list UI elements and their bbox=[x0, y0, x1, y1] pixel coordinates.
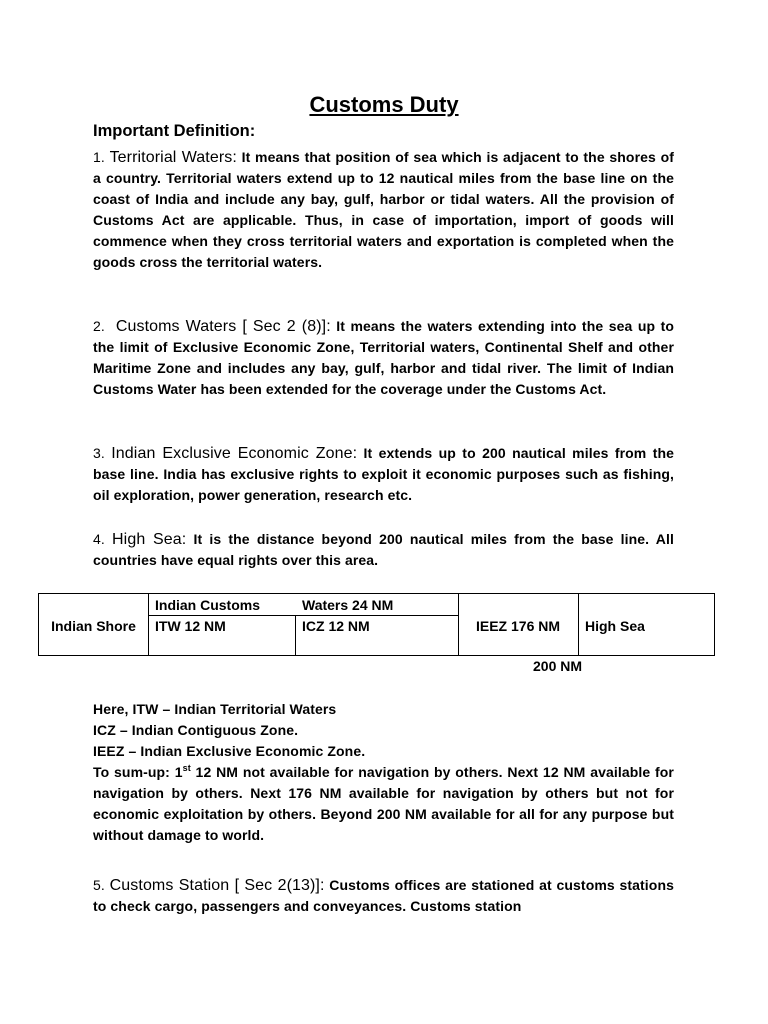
section-body: It means that position of sea which is adjacent to the shores of a country. Territorial waters extend up to 12 nautical miles from the base line on the coast of India and include any bay, gulf, harbor or tidal waters. All the provision of Customs Act are applicable. Thus, in case of importation, import of goods will commence when they cross territorial waters and exportation is completed when the goods cross the territorial waters. bbox=[93, 149, 674, 270]
cell-indian-shore: Indian Shore bbox=[51, 617, 136, 634]
section-high-sea bbox=[93, 529, 674, 571]
section-body: It extends up to 200 nautical miles from the base line. India has exclusive rights to exploit it economic purposes such as fishing, oil exploration, power generation, research etc. bbox=[93, 445, 675, 503]
section-heading: Indian Exclusive Economic Zone: bbox=[111, 445, 358, 462]
section-body: It is the distance beyond 200 nautical miles from the base line. All countries have equal rights over this area. bbox=[93, 531, 674, 568]
section-body: It means the waters extending into the sea up to the limit of Exclusive Economic Zone, Territorial waters, Continental Shelf and other Maritime Zone and includes any bay, gulf, harbor and tidal river. The limit of Indian Customs Water has been extended for the coverage under the Customs Act. bbox=[93, 318, 674, 397]
section-body: Customs offices are stationed at customs stations to check cargo, passengers and conveyances. Customs station bbox=[93, 877, 674, 914]
table-divider bbox=[578, 594, 579, 655]
section-customs-station bbox=[93, 875, 674, 917]
section-territorial-waters bbox=[93, 147, 674, 273]
cell-customs-header-right: Waters 24 NM bbox=[302, 596, 394, 613]
abbreviation-notes bbox=[93, 699, 674, 846]
section-heading: High Sea: bbox=[112, 531, 187, 548]
section-exclusive-economic-zone bbox=[93, 443, 674, 506]
note-icz: ICZ – Indian Contiguous Zone. bbox=[93, 722, 299, 738]
section-number: 2. bbox=[93, 318, 105, 334]
subheading: Important Definition: bbox=[93, 122, 256, 140]
sea-zone-table bbox=[38, 593, 715, 656]
cell-ieez: IEEZ 176 NM bbox=[475, 617, 561, 634]
section-heading: Customs Waters [ Sec 2 (8)]: bbox=[115, 318, 331, 335]
summary bbox=[93, 762, 674, 846]
page-title: Customs Duty bbox=[309, 92, 459, 117]
summary-ordinal: st bbox=[182, 763, 191, 773]
cell-icz: ICZ 12 NM bbox=[302, 618, 370, 634]
summary-prefix: To sum-up: 1 bbox=[93, 764, 183, 780]
table-divider bbox=[148, 594, 149, 655]
section-customs-waters bbox=[93, 316, 674, 400]
section-number: 3. bbox=[93, 445, 105, 461]
section-number: 1. bbox=[93, 149, 105, 165]
cell-customs-header-left: Indian Customs bbox=[155, 596, 261, 613]
note-itw: Here, ITW – Indian Territorial Waters bbox=[93, 701, 337, 717]
table-divider bbox=[295, 615, 296, 655]
section-heading: Territorial Waters: bbox=[109, 149, 237, 166]
cell-itw: ITW 12 NM bbox=[155, 618, 226, 634]
note-ieez: IEEZ – Indian Exclusive Economic Zone. bbox=[93, 743, 366, 759]
cell-high-sea: High Sea bbox=[585, 617, 645, 634]
section-number: 5. bbox=[93, 877, 105, 893]
section-heading: Customs Station [ Sec 2(13)]: bbox=[109, 877, 325, 894]
section-number: 4. bbox=[93, 531, 105, 547]
limit-200nm-label: 200 NM bbox=[533, 658, 583, 674]
summary-text: 12 NM not available for navigation by others. Next 12 NM available for navigation by others. Next 176 NM available for navigation by others but not for economic exploitation by others. Beyond 200 NM available for all for any purpose but without damage to world. bbox=[93, 764, 674, 843]
